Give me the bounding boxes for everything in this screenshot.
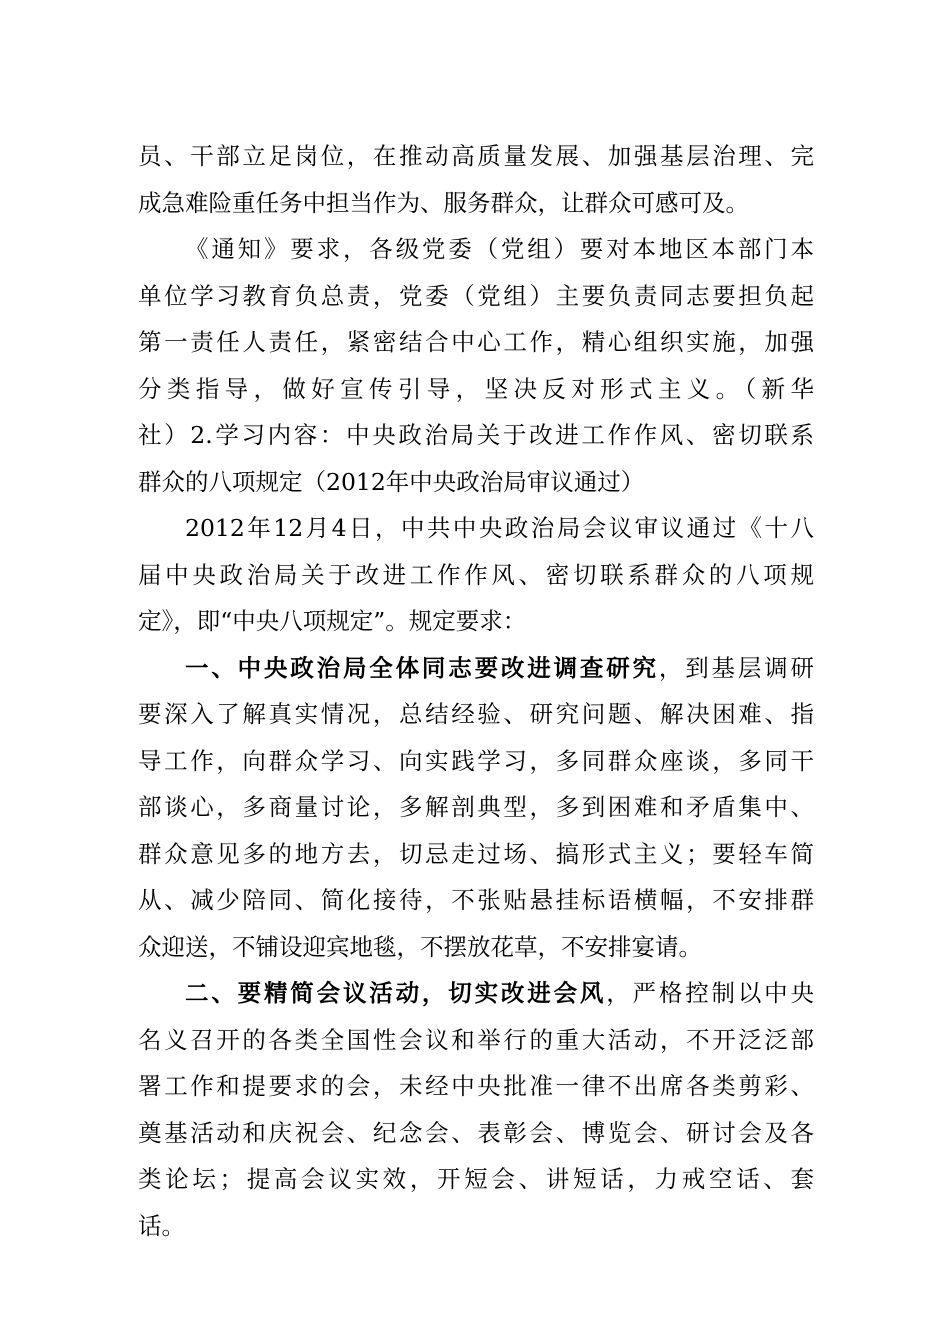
text-segment: 部谈心，多商量讨论，多解剖典型，多到困难和矛盾集中、 <box>138 793 814 821</box>
text-line <box>138 598 814 645</box>
text-line <box>138 1063 814 1110</box>
text-segment: 众迎送，不铺设迎宾地毯，不摆放花草，不安排宴请。 <box>138 932 702 961</box>
text-line <box>138 877 814 924</box>
text-line <box>138 273 814 320</box>
text-line <box>138 645 814 692</box>
paragraph-cadres-duty <box>138 133 814 226</box>
text-segment: 员、干部立足岗位，在推动高质量发展、加强基层治理、完 <box>138 142 814 170</box>
text-line <box>138 226 814 273</box>
text-segment: 第一责任人责任，紧密结合中心工作，精心组织实施，加强 <box>138 328 814 356</box>
text-line <box>138 412 814 459</box>
text-line <box>138 831 814 878</box>
text-segment: 《通知》要求，各级党委（党组）要对本地区本部门本 <box>185 235 814 263</box>
text-segment: 群众的八项规定（2012年中央政治局审议通过） <box>138 467 645 496</box>
text-segment: ，严格控制以中央 <box>606 979 815 1007</box>
paragraph-rule-one <box>138 645 814 971</box>
paragraph-eight-rules-intro <box>138 505 814 645</box>
text-segment: 届中央政治局关于改进工作作风、密切联系群众的八项规 <box>138 560 814 589</box>
text-line <box>138 738 814 785</box>
text-line <box>138 180 814 227</box>
text-segment: 话。 <box>138 1211 185 1240</box>
text-segment: 类论坛；提高会议实效，开短会、讲短话，力戒空话、套 <box>138 1165 814 1193</box>
text-line <box>138 133 814 180</box>
text-line <box>138 1203 814 1250</box>
text-segment: 单位学习教育负总责，党委（党组）主要负责同志要担负起 <box>138 281 814 310</box>
text-segment: 署工作和提要求的会，未经中央批准一律不出席各类剪彩、 <box>138 1072 814 1100</box>
document-page <box>138 133 814 1249</box>
text-line <box>138 459 814 506</box>
text-segment: 群众意见多的地方去，切忌走过场、搞形式主义；要轻车简 <box>138 839 814 868</box>
rule-heading: 二、要精简会议活动，切实改进会风 <box>185 979 607 1007</box>
text-line <box>138 366 814 413</box>
text-line <box>138 691 814 738</box>
paragraph-notice-requirements <box>138 226 814 505</box>
text-segment: 定》，即“中央八项规定”。规定要求： <box>138 607 527 635</box>
text-line <box>138 1017 814 1064</box>
text-line <box>138 970 814 1017</box>
text-segment: 导工作，向群众学习、向实践学习，多同群众座谈，多同干 <box>138 746 814 775</box>
text-line <box>138 924 814 971</box>
text-line <box>138 1110 814 1157</box>
text-segment: 社）2.学习内容：中央政治局关于改进工作作风、密切联系 <box>138 421 814 449</box>
text-segment: 要深入了解真实情况，总结经验、研究问题、解决困难、指 <box>138 700 814 728</box>
text-segment: 2012年12月4日，中共中央政治局会议审议通过《十八 <box>185 514 814 542</box>
text-line <box>138 784 814 831</box>
text-segment: 分类指导，做好宣传引导，坚决反对形式主义。（新华 <box>138 374 814 403</box>
text-line <box>138 319 814 366</box>
text-segment: 名义召开的各类全国性会议和举行的重大活动，不开泛泛部 <box>138 1025 814 1054</box>
text-segment: 成急难险重任务中担当作为、服务群众，让群众可感可及。 <box>138 188 749 217</box>
text-line <box>138 1156 814 1203</box>
text-segment: 奠基活动和庆祝会、纪念会、表彰会、博览会、研讨会及各 <box>138 1118 814 1147</box>
text-segment: ，到基层调研 <box>658 653 815 682</box>
text-segment: 从、减少陪同、简化接待，不张贴悬挂标语横幅，不安排群 <box>138 886 814 914</box>
rule-heading: 一、中央政治局全体同志要改进调查研究 <box>185 653 659 682</box>
text-line <box>138 505 814 552</box>
text-line <box>138 552 814 599</box>
paragraph-rule-two <box>138 970 814 1249</box>
